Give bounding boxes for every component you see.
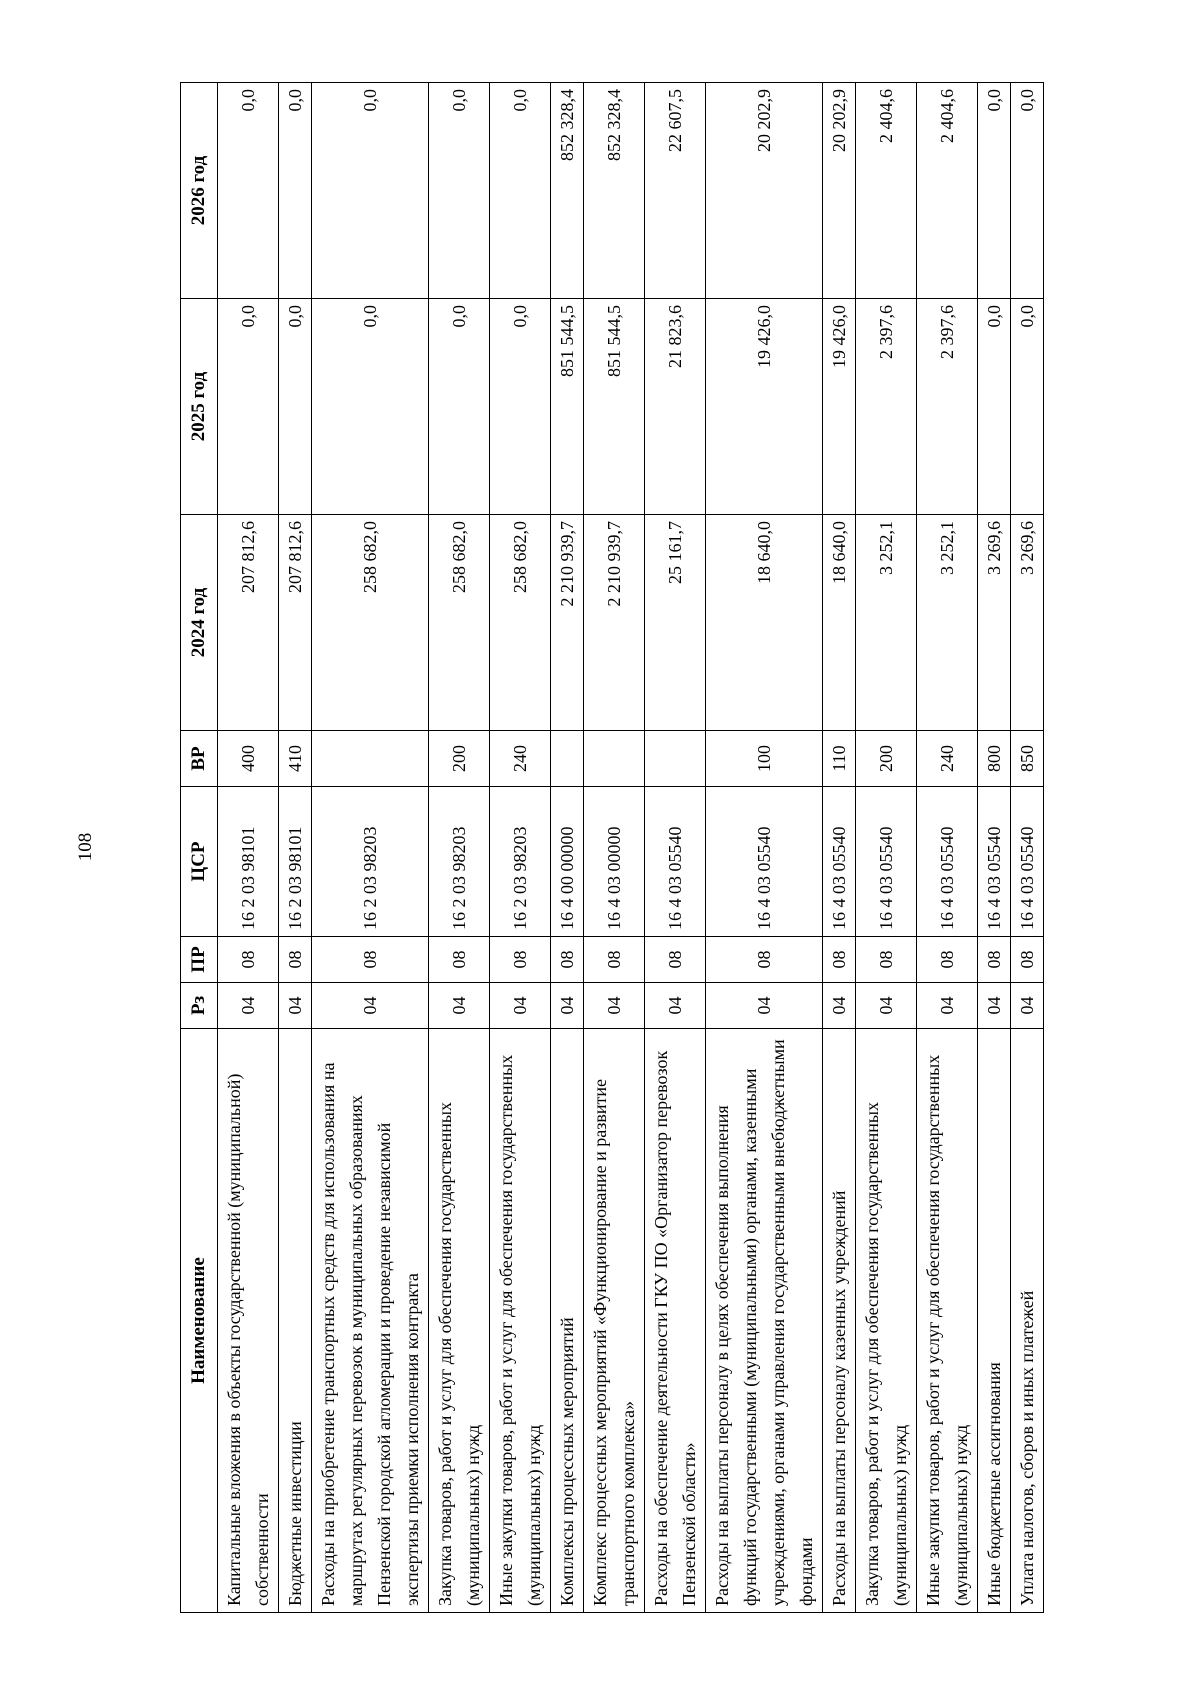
cell-2026: 852 328,4 — [584, 83, 645, 299]
table-row — [856, 83, 917, 1613]
cell-2024: 3 269,6 — [978, 515, 1011, 731]
cell-2026: 2 404,6 — [917, 83, 978, 299]
cell-rz: 04 — [1011, 983, 1044, 1029]
cell-vr: 110 — [823, 731, 856, 787]
cell-rz: 04 — [584, 983, 645, 1029]
cell-name: Иные бюджетные ассигнования — [978, 1029, 1011, 1613]
cell-csr: 16 4 03 05540 — [1011, 787, 1044, 937]
cell-csr: 16 2 03 98101 — [279, 787, 312, 937]
cell-2025: 0,0 — [490, 299, 551, 515]
cell-2026: 20 202,9 — [706, 83, 823, 299]
cell-2024: 3 269,6 — [1011, 515, 1044, 731]
cell-csr: 16 4 03 00000 — [584, 787, 645, 937]
cell-vr: 240 — [917, 731, 978, 787]
header-csr: ЦСР — [181, 787, 218, 937]
cell-rz: 04 — [917, 983, 978, 1029]
cell-rz: 04 — [218, 983, 279, 1029]
table-row — [584, 83, 645, 1613]
cell-vr: 850 — [1011, 731, 1044, 787]
cell-rz: 04 — [645, 983, 706, 1029]
cell-vr — [645, 731, 706, 787]
cell-2025: 0,0 — [978, 299, 1011, 515]
budget-table — [180, 82, 1044, 1613]
cell-2026: 0,0 — [490, 83, 551, 299]
header-2024: 2024 год — [181, 515, 218, 731]
cell-rz: 04 — [490, 983, 551, 1029]
cell-name: Расходы на приобретение транспортных средств для использования на маршрутах регулярных перевозок в муниципальных образованиях Пензенской городской агломерации и проведение независимой экспертизы приемки исполнения контракта — [312, 1029, 429, 1613]
cell-pr: 08 — [978, 937, 1011, 983]
cell-rz: 04 — [429, 983, 490, 1029]
cell-name: Закупка товаров, работ и услуг для обеспечения государственных (муниципальных) нужд — [429, 1029, 490, 1613]
cell-name: Бюджетные инвестиции — [279, 1029, 312, 1613]
cell-2026: 0,0 — [1011, 83, 1044, 299]
cell-2024: 2 210 939,7 — [551, 515, 584, 731]
cell-2024: 207 812,6 — [218, 515, 279, 731]
cell-csr: 16 4 03 05540 — [917, 787, 978, 937]
table-row — [1011, 83, 1044, 1613]
cell-vr: 400 — [218, 731, 279, 787]
cell-2026: 0,0 — [279, 83, 312, 299]
table-row — [312, 83, 429, 1613]
cell-name: Комплексы процессных мероприятий — [551, 1029, 584, 1613]
cell-pr: 08 — [706, 937, 823, 983]
cell-name: Закупка товаров, работ и услуг для обеспечения государственных (муниципальных) нужд — [856, 1029, 917, 1613]
cell-2026: 0,0 — [429, 83, 490, 299]
cell-2025: 0,0 — [279, 299, 312, 515]
cell-rz: 04 — [279, 983, 312, 1029]
cell-csr: 16 2 03 98203 — [429, 787, 490, 937]
cell-vr: 800 — [978, 731, 1011, 787]
table-row — [645, 83, 706, 1613]
cell-2025: 0,0 — [1011, 299, 1044, 515]
cell-pr: 08 — [584, 937, 645, 983]
cell-2025: 0,0 — [312, 299, 429, 515]
cell-vr — [551, 731, 584, 787]
header-2026: 2026 год — [181, 83, 218, 299]
cell-pr: 08 — [645, 937, 706, 983]
cell-2026: 22 607,5 — [645, 83, 706, 299]
table-header-row — [181, 83, 218, 1613]
cell-csr: 16 4 03 05540 — [645, 787, 706, 937]
header-pr: ПР — [181, 937, 218, 983]
table-row — [429, 83, 490, 1613]
table-row — [823, 83, 856, 1613]
cell-2025: 2 397,6 — [917, 299, 978, 515]
table-row — [218, 83, 279, 1613]
cell-pr: 08 — [218, 937, 279, 983]
cell-csr: 16 2 03 98203 — [312, 787, 429, 937]
cell-csr: 16 4 03 05540 — [978, 787, 1011, 937]
cell-rz: 04 — [978, 983, 1011, 1029]
page-number: 108 — [75, 832, 96, 862]
cell-2026: 0,0 — [312, 83, 429, 299]
cell-name: Капитальные вложения в объекты государственной (муниципальной) собственности — [218, 1029, 279, 1613]
rotated-page-content — [180, 83, 1037, 1613]
cell-2024: 18 640,0 — [823, 515, 856, 731]
table-row — [551, 83, 584, 1613]
cell-2026: 0,0 — [978, 83, 1011, 299]
cell-pr: 08 — [1011, 937, 1044, 983]
cell-csr: 16 4 03 05540 — [823, 787, 856, 937]
cell-csr: 16 4 00 00000 — [551, 787, 584, 937]
cell-2024: 3 252,1 — [856, 515, 917, 731]
cell-rz: 04 — [706, 983, 823, 1029]
table-row — [279, 83, 312, 1613]
cell-2025: 19 426,0 — [706, 299, 823, 515]
cell-csr: 16 4 03 05540 — [856, 787, 917, 937]
cell-2026: 20 202,9 — [823, 83, 856, 299]
cell-name: Уплата налогов, сборов и иных платежей — [1011, 1029, 1044, 1613]
cell-2025: 21 823,6 — [645, 299, 706, 515]
header-rz: Рз — [181, 983, 218, 1029]
cell-vr: 240 — [490, 731, 551, 787]
cell-pr: 08 — [490, 937, 551, 983]
table-row — [490, 83, 551, 1613]
cell-vr: 410 — [279, 731, 312, 787]
cell-csr: 16 2 03 98203 — [490, 787, 551, 937]
cell-pr: 08 — [823, 937, 856, 983]
cell-2024: 258 682,0 — [490, 515, 551, 731]
cell-2026: 852 328,4 — [551, 83, 584, 299]
header-2025: 2025 год — [181, 299, 218, 515]
cell-vr: 100 — [706, 731, 823, 787]
header-vr: ВР — [181, 731, 218, 787]
cell-name: Иные закупки товаров, работ и услуг для обеспечения государственных (муниципальных) нужд — [490, 1029, 551, 1613]
cell-2024: 25 161,7 — [645, 515, 706, 731]
cell-vr — [312, 731, 429, 787]
cell-2026: 0,0 — [218, 83, 279, 299]
cell-2025: 0,0 — [218, 299, 279, 515]
cell-pr: 08 — [551, 937, 584, 983]
cell-rz: 04 — [312, 983, 429, 1029]
header-name: Наименование — [181, 1029, 218, 1613]
cell-vr: 200 — [429, 731, 490, 787]
cell-pr: 08 — [856, 937, 917, 983]
cell-2026: 2 404,6 — [856, 83, 917, 299]
cell-name: Расходы на обеспечение деятельности ГКУ ПО «Организатор перевозок Пензенской области» — [645, 1029, 706, 1613]
table-row — [706, 83, 823, 1613]
cell-2025: 19 426,0 — [823, 299, 856, 515]
table-row — [917, 83, 978, 1613]
cell-2024: 207 812,6 — [279, 515, 312, 731]
cell-name: Иные закупки товаров, работ и услуг для обеспечения государственных (муниципальных) нужд — [917, 1029, 978, 1613]
cell-pr: 08 — [312, 937, 429, 983]
cell-pr: 08 — [279, 937, 312, 983]
cell-2024: 2 210 939,7 — [584, 515, 645, 731]
cell-rz: 04 — [823, 983, 856, 1029]
cell-name: Расходы на выплаты персоналу казенных учреждений — [823, 1029, 856, 1613]
cell-vr: 200 — [856, 731, 917, 787]
cell-2024: 258 682,0 — [312, 515, 429, 731]
cell-2024: 3 252,1 — [917, 515, 978, 731]
cell-csr: 16 4 03 05540 — [706, 787, 823, 937]
cell-vr — [584, 731, 645, 787]
cell-2025: 2 397,6 — [856, 299, 917, 515]
cell-name: Расходы на выплаты персоналу в целях обеспечения выполнения функций государственными (муниципальными) органами, казенными учреждениями, органами управления государственными внебюджетными фондами — [706, 1029, 823, 1613]
cell-rz: 04 — [551, 983, 584, 1029]
cell-2025: 851 544,5 — [551, 299, 584, 515]
cell-2025: 851 544,5 — [584, 299, 645, 515]
cell-rz: 04 — [856, 983, 917, 1029]
cell-pr: 08 — [917, 937, 978, 983]
cell-csr: 16 2 03 98101 — [218, 787, 279, 937]
cell-pr: 08 — [429, 937, 490, 983]
cell-2025: 0,0 — [429, 299, 490, 515]
cell-2024: 258 682,0 — [429, 515, 490, 731]
table-row — [978, 83, 1011, 1613]
cell-2024: 18 640,0 — [706, 515, 823, 731]
cell-name: Комплекс процессных мероприятий «Функционирование и развитие транспортного комплекса» — [584, 1029, 645, 1613]
